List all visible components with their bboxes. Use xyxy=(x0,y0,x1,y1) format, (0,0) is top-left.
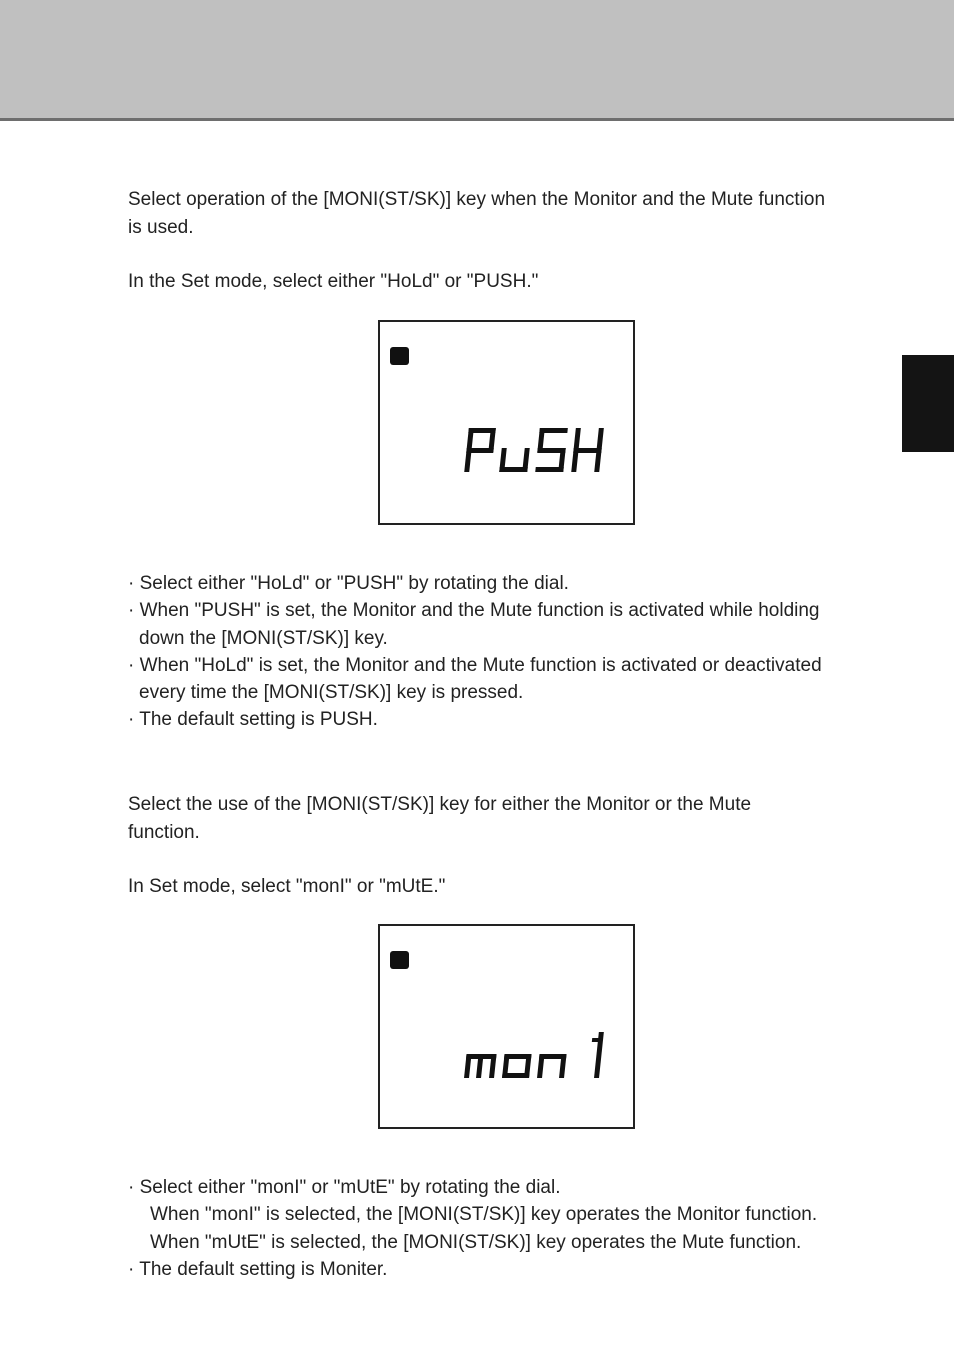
list-item: · Select either "monI" or "mUtE" by rotating the dial. xyxy=(128,1177,561,1198)
list-item: · When "PUSH" is set, the Monitor and the Mute function is activated while holding down the [MONI(ST/SK)] key. xyxy=(128,600,820,649)
list-item: · Select either "HoLd" or "PUSH" by rotating the dial. xyxy=(128,573,569,594)
lcd-readout-moni xyxy=(380,926,637,1131)
section1-instruction: In the Set mode, select either "HoLd" or "PUSH." xyxy=(128,271,539,292)
lcd-display-moni xyxy=(378,924,635,1129)
list-item: · The default setting is Moniter. xyxy=(128,1258,388,1280)
section1-bullet-list xyxy=(128,570,868,734)
section1-intro: Select operation of the [MONI(ST/SK)] key when the Monitor and the Mute function is used. xyxy=(128,189,826,238)
list-item: · When "HoLd" is set, the Monitor and the Mute function is activated or deactivated every time the [MONI(ST/SK)] key is pressed. xyxy=(128,654,822,704)
section2-instruction: In Set mode, select "monI" or "mUtE." xyxy=(128,876,446,897)
section2-bullet-list xyxy=(128,1174,868,1283)
list-item: When "mUtE" is selected, the [MONI(ST/SK)] key operates the Mute function. xyxy=(150,1231,802,1253)
section2-intro: Select the use of the [MONI(ST/SK)] key for either the Monitor or the Mute function. xyxy=(128,794,752,843)
list-item: When "monI" is selected, the [MONI(ST/SK)] key operates the Monitor function. xyxy=(150,1204,818,1226)
list-item: · The default setting is PUSH. xyxy=(128,709,378,731)
chapter-side-tab xyxy=(902,355,954,452)
lcd-display-push xyxy=(378,320,635,525)
lcd-readout-push xyxy=(380,322,637,527)
header-band xyxy=(0,0,954,121)
